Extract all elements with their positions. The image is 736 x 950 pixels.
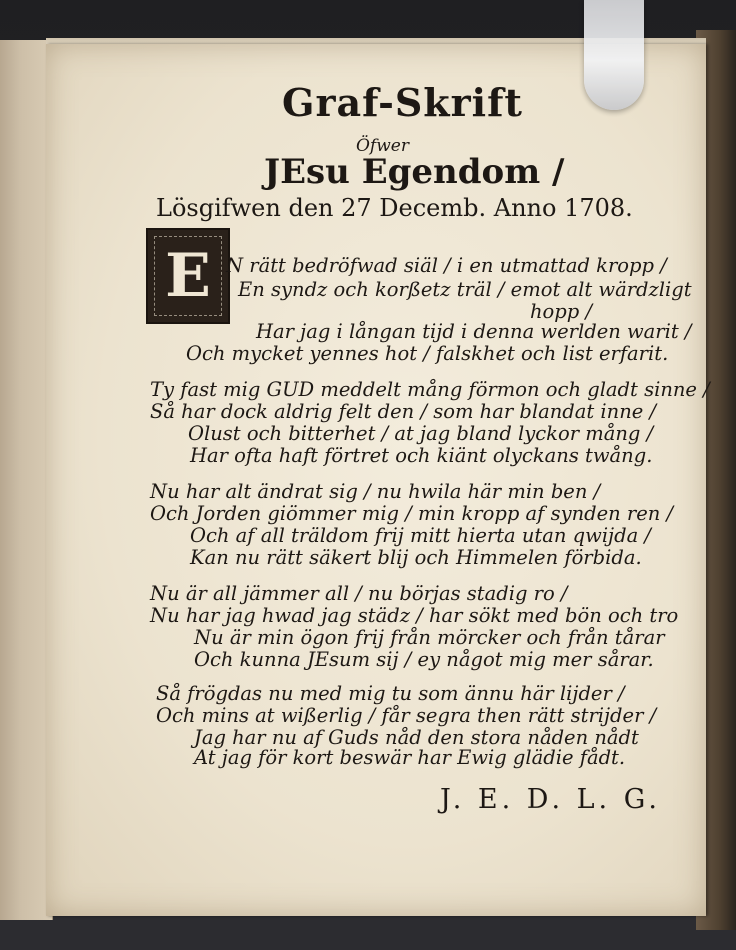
- signature-initials: J. E. D. L. G.: [440, 784, 661, 815]
- verse-line: N rätt bedröfwad siäl / i en utmattad kropp /: [226, 254, 667, 277]
- verse-line: Ty fast mig GUD meddelt mång förmon och gladt sinne /: [150, 378, 710, 401]
- verse-line: Nu är min ögon frij från mörcker och från tårar: [194, 626, 665, 649]
- document-dateline: Lösgifwen den 27 Decemb. Anno 1708.: [156, 194, 633, 222]
- verse-line: Och mins at wißerlig / får segra then rätt strijder /: [156, 704, 657, 727]
- verse-line: Och kunna JEsum sij / ey något mig mer sårar.: [194, 648, 654, 671]
- verse-line: En syndz och korßetz träl / emot alt wärdzligt: [238, 278, 692, 301]
- document-subject: JEsu Egendom /: [264, 152, 565, 192]
- verse-line: hopp /: [530, 300, 593, 323]
- verse-line: Kan nu rätt säkert blij och Himmelen förbida.: [190, 546, 642, 569]
- verse-line: Och af all träldom frij mitt hierta utan qwijda /: [190, 524, 651, 547]
- initial-letter: E: [165, 241, 211, 311]
- document-subtitle: Öfwer: [356, 136, 409, 156]
- verse-line: Nu har alt ändrat sig / nu hwila här min ben /: [150, 480, 601, 503]
- verse-line: Och mycket yennes hot / falskhet och list erfarit.: [186, 342, 669, 365]
- verse-line: Jag har nu af Guds nåd den stora nåden nådt: [194, 726, 639, 749]
- verse-line: Har ofta haft förtret och kiänt olyckans twång.: [190, 444, 653, 467]
- verse-line: Så har dock aldrig felt den / som har blandat inne /: [150, 400, 657, 423]
- page-clip: [584, 0, 644, 110]
- verse-line: Så frögdas nu med mig tu som ännu här lijder /: [156, 682, 625, 705]
- verse-line: At jag för kort beswär har Ewig glädie fådt.: [194, 746, 626, 769]
- verse-line: Olust och bitterhet / at jag bland lyckor mång /: [188, 422, 654, 445]
- verse-line: Har jag i långan tijd i denna werlden warit /: [256, 320, 692, 343]
- decorated-initial: [146, 228, 230, 324]
- verse-line: Och Jorden giömmer mig / min kropp af synden ren /: [150, 502, 674, 525]
- document-title: Graf-Skrift: [282, 80, 523, 125]
- verse-line: Nu har jag hwad jag städz / har sökt med bön och tro: [150, 604, 679, 627]
- initial-ornament: [154, 236, 222, 316]
- verse-line: Nu är all jämmer all / nu börjas stadig ro /: [150, 582, 568, 605]
